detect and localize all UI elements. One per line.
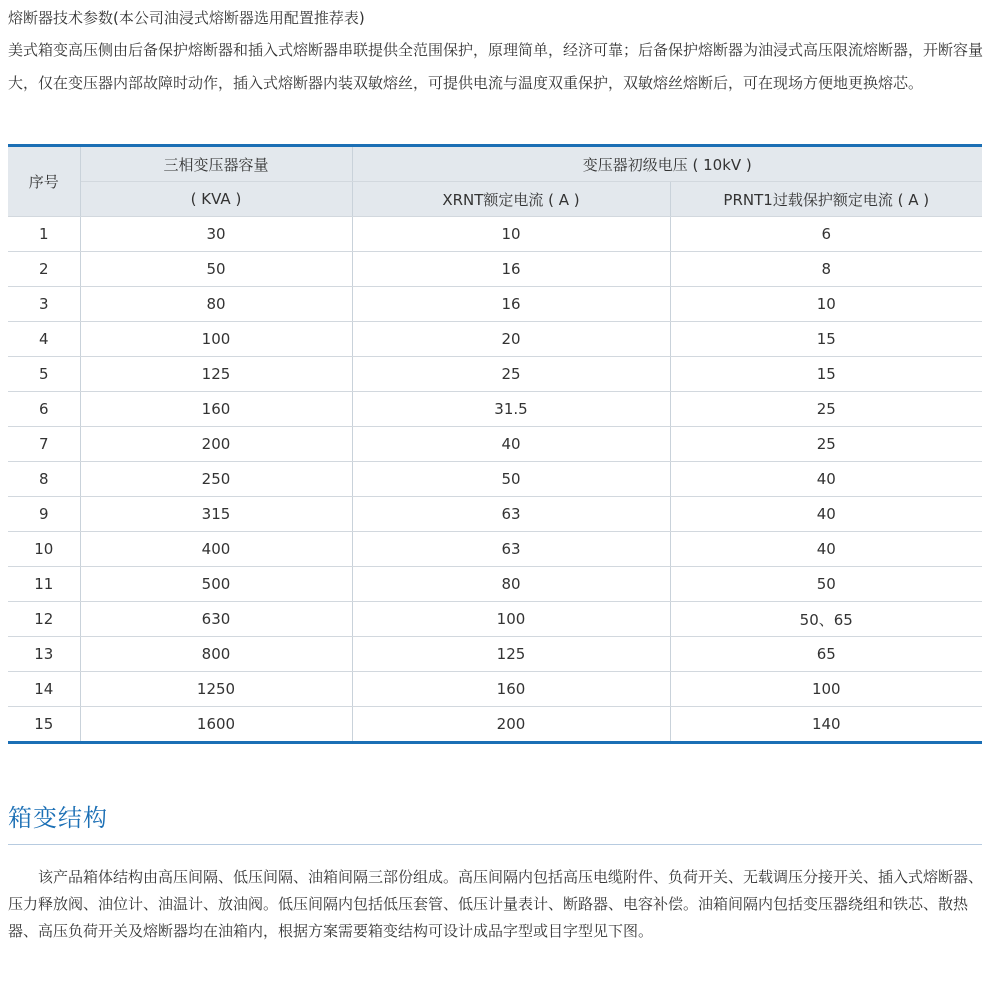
table-row [8, 672, 982, 707]
cell-capacity: 30 [80, 217, 352, 252]
cell-index: 5 [8, 357, 80, 392]
table-body [8, 217, 982, 743]
cell-xrnt-current: 80 [352, 567, 670, 602]
section-title: 箱变结构 [8, 804, 108, 832]
cell-prnt-current: 8 [670, 252, 982, 287]
cell-capacity: 315 [80, 497, 352, 532]
cell-index: 9 [8, 497, 80, 532]
header-prnt: PRNT1过载保护额定电流 ( A ) [670, 182, 982, 217]
cell-prnt-current: 65 [670, 637, 982, 672]
cell-capacity: 1250 [80, 672, 352, 707]
cell-prnt-current: 25 [670, 392, 982, 427]
cell-capacity: 125 [80, 357, 352, 392]
table-row [8, 217, 982, 252]
cell-xrnt-current: 10 [352, 217, 670, 252]
cell-xrnt-current: 16 [352, 252, 670, 287]
section-divider [8, 844, 982, 845]
cell-xrnt-current: 50 [352, 462, 670, 497]
cell-index: 11 [8, 567, 80, 602]
table-row [8, 497, 982, 532]
cell-xrnt-current: 20 [352, 322, 670, 357]
cell-capacity: 630 [80, 602, 352, 637]
table-caption: 熔断器技术参数(本公司油浸式熔断器选用配置推荐表) [8, 9, 365, 27]
table-row [8, 322, 982, 357]
cell-prnt-current: 25 [670, 427, 982, 462]
cell-index: 1 [8, 217, 80, 252]
cell-index: 15 [8, 707, 80, 743]
cell-index: 8 [8, 462, 80, 497]
cell-index: 3 [8, 287, 80, 322]
cell-index: 12 [8, 602, 80, 637]
cell-capacity: 80 [80, 287, 352, 322]
table-row [8, 567, 982, 602]
section-body: 该产品箱体结构由高压间隔、低压间隔、油箱间隔三部份组成。高压间隔内包括高压电缆附件、负荷开关、无载调压分接开关、插入式熔断器、压力释放阀、油位计、油温计、放油阀。低压间隔内包括低压套管、低压计量表计、断路器、电容补偿。油箱间隔内包括变压器绕组和铁芯、散热器、高压负荷开关及熔断器均在油箱内，根据方案需要箱变结构可设计成品字型或目字型见下图。 [8, 868, 984, 940]
cell-capacity: 800 [80, 637, 352, 672]
cell-xrnt-current: 160 [352, 672, 670, 707]
fuse-spec-table [8, 144, 982, 744]
cell-xrnt-current: 63 [352, 532, 670, 567]
cell-capacity: 1600 [80, 707, 352, 743]
cell-xrnt-current: 40 [352, 427, 670, 462]
header-capacity-unit: ( KVA ) [80, 182, 352, 217]
cell-prnt-current: 40 [670, 532, 982, 567]
table-row [8, 707, 982, 743]
cell-prnt-current: 50 [670, 567, 982, 602]
table-row [8, 427, 982, 462]
cell-prnt-current: 140 [670, 707, 982, 743]
cell-capacity: 500 [80, 567, 352, 602]
cell-xrnt-current: 125 [352, 637, 670, 672]
cell-prnt-current: 100 [670, 672, 982, 707]
cell-index: 10 [8, 532, 80, 567]
cell-xrnt-current: 31.5 [352, 392, 670, 427]
cell-capacity: 400 [80, 532, 352, 567]
table-row [8, 287, 982, 322]
table-row [8, 462, 982, 497]
table-row [8, 637, 982, 672]
cell-prnt-current: 50、65 [670, 602, 982, 637]
cell-xrnt-current: 100 [352, 602, 670, 637]
cell-capacity: 50 [80, 252, 352, 287]
cell-capacity: 200 [80, 427, 352, 462]
cell-xrnt-current: 25 [352, 357, 670, 392]
cell-prnt-current: 10 [670, 287, 982, 322]
intro-paragraph: 美式箱变高压侧由后备保护熔断器和插入式熔断器串联提供全范围保护，原理简单，经济可靠；后备保护熔断器为油浸式高压限流熔断器，开断容量大，仅在变压器内部故障时动作，插入式熔断器内装双敏熔丝，可提供电流与温度双重保护，双敏熔丝熔断后，可在现场方便地更换熔芯。 [8, 41, 984, 92]
table-row [8, 357, 982, 392]
cell-prnt-current: 15 [670, 322, 982, 357]
cell-prnt-current: 6 [670, 217, 982, 252]
header-voltage-group: 变压器初级电压 ( 10kV ) [352, 146, 982, 182]
table-row [8, 392, 982, 427]
cell-prnt-current: 40 [670, 462, 982, 497]
table-row [8, 252, 982, 287]
cell-index: 4 [8, 322, 80, 357]
cell-capacity: 100 [80, 322, 352, 357]
cell-capacity: 250 [80, 462, 352, 497]
cell-xrnt-current: 63 [352, 497, 670, 532]
cell-index: 7 [8, 427, 80, 462]
cell-xrnt-current: 16 [352, 287, 670, 322]
header-index: 序号 [8, 146, 80, 217]
header-xrnt: XRNT额定电流 ( A ) [352, 182, 670, 217]
table-header [8, 146, 982, 217]
cell-index: 14 [8, 672, 80, 707]
table-row [8, 602, 982, 637]
cell-index: 2 [8, 252, 80, 287]
header-capacity: 三相变压器容量 [80, 146, 352, 182]
cell-prnt-current: 40 [670, 497, 982, 532]
cell-capacity: 160 [80, 392, 352, 427]
cell-index: 6 [8, 392, 80, 427]
table-row [8, 532, 982, 567]
cell-index: 13 [8, 637, 80, 672]
cell-prnt-current: 15 [670, 357, 982, 392]
cell-xrnt-current: 200 [352, 707, 670, 743]
